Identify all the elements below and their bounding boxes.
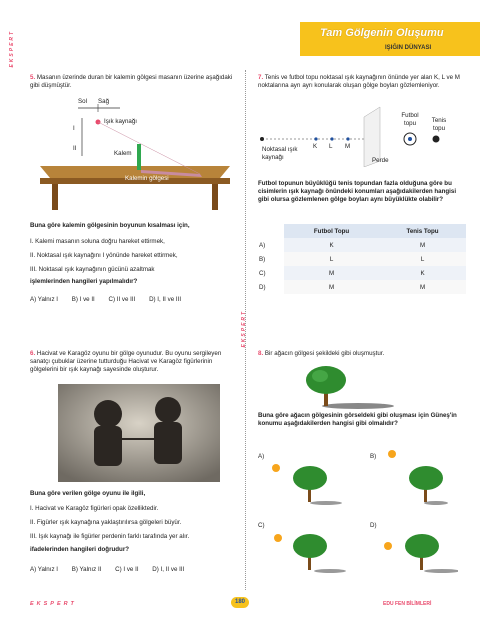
q5-label-sag: Sağ [98, 98, 110, 105]
q8-option-d-figure [380, 520, 458, 574]
page-subtitle: IŞIĞIN DÜNYASI [385, 45, 432, 51]
q8-option-d[interactable]: D) [370, 522, 377, 529]
column-divider [245, 70, 246, 590]
q8-option-a[interactable]: A) [258, 453, 265, 460]
q6-option-d[interactable]: D) I, II ve III [152, 566, 185, 573]
q6-ask: ifadelerinden hangileri doğrudur? [30, 546, 130, 553]
row-option: C) [259, 269, 266, 277]
tennis-ball-icon [433, 136, 440, 143]
q5-label-pen: Kalem [114, 150, 132, 157]
q6-number: 6. [30, 350, 36, 357]
q7-label-m: M [345, 143, 351, 150]
q5-option-b[interactable]: B) I ve II [71, 296, 95, 303]
row-tennis: L [379, 252, 466, 266]
q6-option-a[interactable]: A) Yalnız I [30, 566, 58, 573]
table-row[interactable] [258, 238, 466, 252]
q5-stem: Buna göre kalemin gölgesinin boyunun kısalması için, [30, 222, 190, 229]
q6-option-c[interactable]: C) I ve II [115, 566, 139, 573]
q5-label-sol: Sol [78, 98, 87, 105]
q5-text: Masanın üzerinde duran bir kalemin gölgesi masanın üzerine aşağıdaki gibi düşmüştür. [30, 74, 233, 90]
brand-vertical-top: EKSPERT [9, 30, 15, 68]
row-football: L [284, 252, 379, 266]
q5-label-i: I [73, 125, 75, 132]
q5-label-light: Işık kaynağı [104, 118, 138, 125]
table-row[interactable] [258, 266, 466, 280]
shadow-play-photo [58, 384, 220, 482]
row-tennis: K [379, 266, 466, 280]
q5-item-1: I. Kalemi masanın soluna doğru hareket ettirmek, [30, 238, 165, 245]
footer-brand: EKSPERT [30, 601, 77, 607]
q8-option-c[interactable]: C) [258, 522, 265, 529]
q5-item-2: II. Noktasal ışık kaynağını I yönünde hareket ettirmek, [30, 252, 178, 259]
q7-label-k: K [313, 143, 318, 150]
q8-text: Bir ağacın gölgesi şekildeki gibi oluşmuştur. [264, 350, 385, 357]
q8-number: 8. [258, 350, 264, 357]
row-option: A) [259, 241, 266, 249]
q5-option-a[interactable]: A) Yalnız I [30, 296, 58, 303]
q6-item-2: II. Figürler ışık kaynağına yaklaştırılırsa gölgeleri büyür. [30, 519, 182, 526]
sun-icon [384, 542, 392, 550]
tree-shadow [322, 403, 394, 409]
q8-option-c-figure [268, 520, 346, 574]
table-header-tennis: Tenis Topu [379, 224, 466, 238]
point-k [314, 137, 317, 140]
page-number: 180 [231, 597, 249, 608]
q8-option-b-figure [380, 448, 458, 506]
q6-item-1: I. Hacivat ve Karagöz figürleri opak özelliktedir. [30, 505, 159, 512]
q8-text-block [258, 350, 463, 358]
sun-icon [274, 534, 282, 542]
q8-option-a-figure [268, 458, 346, 506]
q7-label-perde: Perde [372, 157, 389, 164]
q6-text-block [30, 350, 238, 375]
table-header-row [258, 224, 466, 238]
q7-stem: Futbol topunun büyüklüğü tenis topundan fazla olduğuna göre bu cisimlerin ışık kaynağı önündeki konumları aşağıdakilerden hangisi gibi olursa gözlemlenen gölge boyları aynı büyüklükte olabilir? [258, 180, 457, 204]
q6-option-b[interactable]: B) Yalnız II [71, 566, 102, 573]
sun-icon [388, 450, 396, 458]
q5-option-d[interactable]: D) I, II ve III [149, 296, 182, 303]
q6-text: Hacivat ve Karagöz oyunu bir gölge oyunudur. Bu oyunu sergileyen sanatçı çubuklar üzerine tutturduğu Hacivat ve Karagöz figürlerinin gölgelerini bir ışık kaynağı sayesinde oluşturur. [30, 350, 222, 374]
row-option: D) [259, 283, 266, 291]
q5-text-block [30, 74, 235, 90]
pen [137, 144, 141, 170]
q5-ask: işlemlerinden hangileri yapılmalıdır? [30, 278, 138, 285]
q5-options [30, 296, 193, 304]
q7-label-tenis: Tenis topu [431, 117, 447, 133]
tree-crown [306, 366, 346, 394]
table-header-football: Futbol Topu [284, 224, 379, 238]
row-football: M [284, 266, 379, 280]
table-row[interactable] [258, 280, 466, 294]
row-option: B) [259, 255, 266, 263]
q8-option-b[interactable]: B) [370, 453, 377, 460]
q8-tree-figure [300, 362, 400, 410]
q6-options [30, 566, 196, 574]
table-leg-left [52, 184, 58, 210]
q5-item-3: III. Noktasal ışık kaynağının gücünü azaltmak [30, 266, 155, 273]
row-football: M [284, 280, 379, 294]
point-m [346, 137, 349, 140]
q8-stem: Buna göre ağacın gölgesinin görseldeki gibi oluşması için Güneş'in konumu aşağıdakilerden hangisi gibi olmalıdır? [258, 412, 457, 428]
q5-option-c[interactable]: C) II ve III [108, 296, 136, 303]
point-l [330, 137, 333, 140]
karagoz-shadow [155, 397, 181, 423]
q7-text-block [258, 74, 463, 90]
q7-answer-table [258, 224, 466, 294]
q5-label-ii: II [73, 145, 77, 152]
point-source [260, 137, 264, 141]
q7-text: Tenis ve futbol topu noktasal ışık kaynağının önünde yer alan K, L ve M noktalarına ayrı ayrı konularak oluşan gölge boyları gözlemleniyor. [258, 74, 460, 90]
q6-item-3: III. Işık kaynağı ile figürler perdenin farklı tarafında yer alır. [30, 533, 190, 540]
brand-vertical-mid: EKSPERT [241, 310, 247, 348]
row-tennis: M [379, 280, 466, 294]
footer-series: EDU FEN BİLİMLERİ [383, 601, 432, 607]
row-tennis: M [379, 238, 466, 252]
q6-stem: Buna göre verilen gölge oyunu ile ilgili, [30, 490, 146, 497]
hacivat-shadow [94, 400, 122, 428]
sun-icon [272, 464, 280, 472]
q7-label-source: Noktasal ışık kaynağı [262, 146, 298, 162]
q7-label-l: L [329, 143, 333, 150]
q5-label-shadow: Kalemin gölgesi [125, 175, 169, 182]
page-title: Tam Gölgenin Oluşumu [320, 27, 444, 39]
table-leg-right [212, 184, 218, 210]
q5-figure [30, 94, 240, 214]
q7-number: 7. [258, 74, 264, 81]
table-row[interactable] [258, 252, 466, 266]
q7-label-futbol: Futbol topu [401, 112, 419, 128]
row-football: K [284, 238, 379, 252]
q5-number: 5. [30, 74, 36, 81]
